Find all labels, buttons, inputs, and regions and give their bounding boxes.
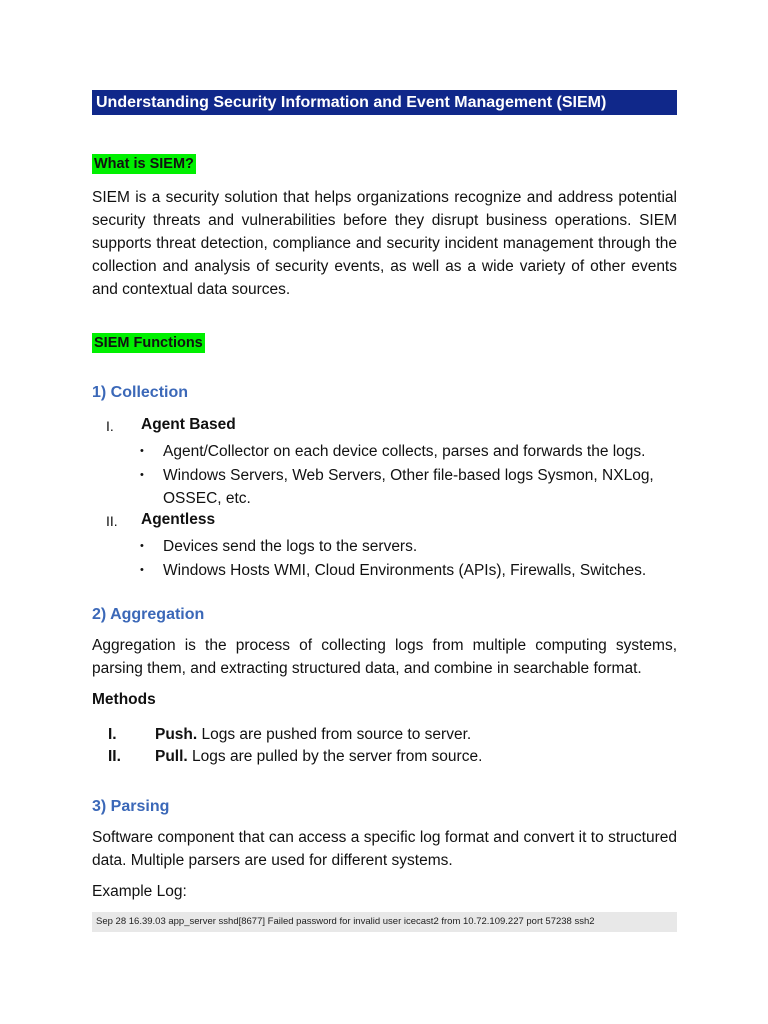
what-is-siem-paragraph: SIEM is a security solution that helps organizations recognize and address potential security threats and vulnerabilities before they disrupt business operations. SIEM supports threat detection, compliance and security incident management through the collection and analysis of security events, as well as a wide variety of other events and contextual data sources. (92, 189, 677, 298)
bullet-text: Windows Hosts WMI, Cloud Environments (APIs), Firewalls, Switches. (163, 562, 647, 579)
method-text: Logs are pulled by the server from source. (187, 748, 483, 765)
method-term: Pull. (155, 748, 188, 765)
aggregation-paragraph: Aggregation is the process of collecting logs from multiple computing systems, parsing them, and extracting structured data, and combine in searchable format. (92, 637, 677, 677)
document-title: Understanding Security Information and Event Management (SIEM) (92, 90, 677, 115)
siem-functions-heading: SIEM Functions (94, 335, 203, 351)
aggregation-heading: 2) Aggregation (92, 606, 205, 623)
pull-numeral: II. (108, 748, 121, 765)
method-push (155, 724, 471, 746)
push-numeral: I. (108, 726, 117, 743)
bullet-dot-icon: • (140, 564, 144, 576)
bullet-dot-icon: • (140, 540, 144, 552)
parsing-paragraph: Software component that can access a specific log format and convert it to structured data. Multiple parsers are used for different systems. (92, 829, 677, 869)
parsing-heading: 3) Parsing (92, 798, 170, 815)
bullet-dot-icon: • (140, 445, 144, 457)
bullet-text: Windows Servers, Web Servers, Other file-based logs Sysmon, NXLog, OSSEC, etc. (163, 467, 654, 507)
method-term: Push. (155, 726, 198, 743)
example-log-box: Sep 28 16.39.03 app_server sshd[8677] Failed password for invalid user icecast2 from 10.72.109.227 port 57238 ssh2 (92, 912, 677, 932)
example-log-label: Example Log: (92, 883, 187, 900)
agent-based-title: Agent Based (141, 416, 236, 433)
agentless-title: Agentless (141, 511, 216, 528)
bullet-dot-icon: • (140, 469, 144, 481)
bullet-text: Agent/Collector on each device collects, parses and forwards the logs. (163, 443, 646, 460)
method-text: Logs are pushed from source to server. (197, 726, 472, 743)
agentless-numeral: II. (106, 513, 118, 529)
collection-heading: 1) Collection (92, 384, 189, 401)
method-pull (155, 746, 482, 768)
what-is-siem-heading: What is SIEM? (94, 156, 194, 172)
methods-heading: Methods (92, 691, 156, 708)
bullet-text: Devices send the logs to the servers. (163, 538, 418, 555)
agent-based-numeral: I. (106, 418, 114, 434)
